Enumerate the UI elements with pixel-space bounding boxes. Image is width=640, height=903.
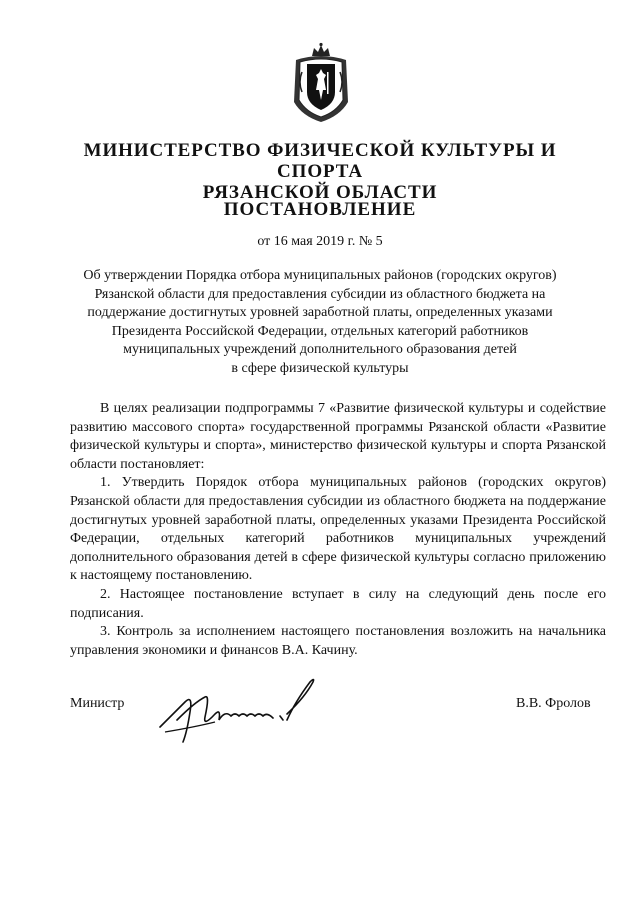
subject-line: Рязанской области для предоставления субсидии из областного бюджета на xyxy=(94,286,546,302)
preamble-paragraph: В целях реализации подпрограммы 7 «Развитие физической культуры и содействие развитию массового спорта» государственной программы Рязанской области «Развитие физической культуры и спорта», министерство физической культуры и спорта Рязанской области постановляет: xyxy=(70,401,606,472)
resolution-item-2: 2. Настоящее постановление вступает в силу на следующий день после его подписания. xyxy=(70,586,606,621)
subject-line: Президента Российской Федерации, отдельных категорий работников xyxy=(111,323,529,339)
signatory-name: В.В. Фролов xyxy=(516,696,591,711)
subject-line: в сфере физической культуры xyxy=(231,360,409,376)
document-date-number: от 16 мая 2019 г. № 5 xyxy=(257,234,383,249)
ministry-title-line-2: РЯЗАНСКОЙ ОБЛАСТИ xyxy=(202,182,438,203)
ministry-title-line-1: МИНИСТЕРСТВО ФИЗИЧЕСКОЙ КУЛЬТУРЫ И СПОРТА xyxy=(83,140,557,182)
document-body xyxy=(70,400,606,660)
resolution-item-1: 1. Утвердить Порядок отбора муниципальных районов (городских округов) Рязанской области для предоставления субсидии из областного бюджета на поддержание достигнутых уровней заработной платы, определенных указами Президента Российской Федерации, отдельных категорий работников муниципальных учреждений дополнительного образования детей в сфере физической культуры согласно приложению к настоящему постановлению. xyxy=(70,475,606,584)
subject-line: Об утверждении Порядка отбора муниципальных районов (городских округов) xyxy=(83,268,557,283)
signatory-title: Министр xyxy=(70,696,125,711)
ministry-title xyxy=(40,140,600,203)
document-type: ПОСТАНОВЛЕНИЕ xyxy=(223,199,417,220)
subject-line: муниципальных учреждений дополнительного образования детей xyxy=(123,342,517,358)
coat-of-arms-icon xyxy=(290,42,352,124)
subject-line: поддержание достигнутых уровней заработной платы, определенных указами xyxy=(87,305,553,321)
handwritten-signature-icon xyxy=(155,672,330,752)
document-subject xyxy=(62,267,578,379)
resolution-item-3: 3. Контроль за исполнением настоящего постановления возложить на начальника управления экономики и финансов В.А. Качину. xyxy=(70,624,606,658)
